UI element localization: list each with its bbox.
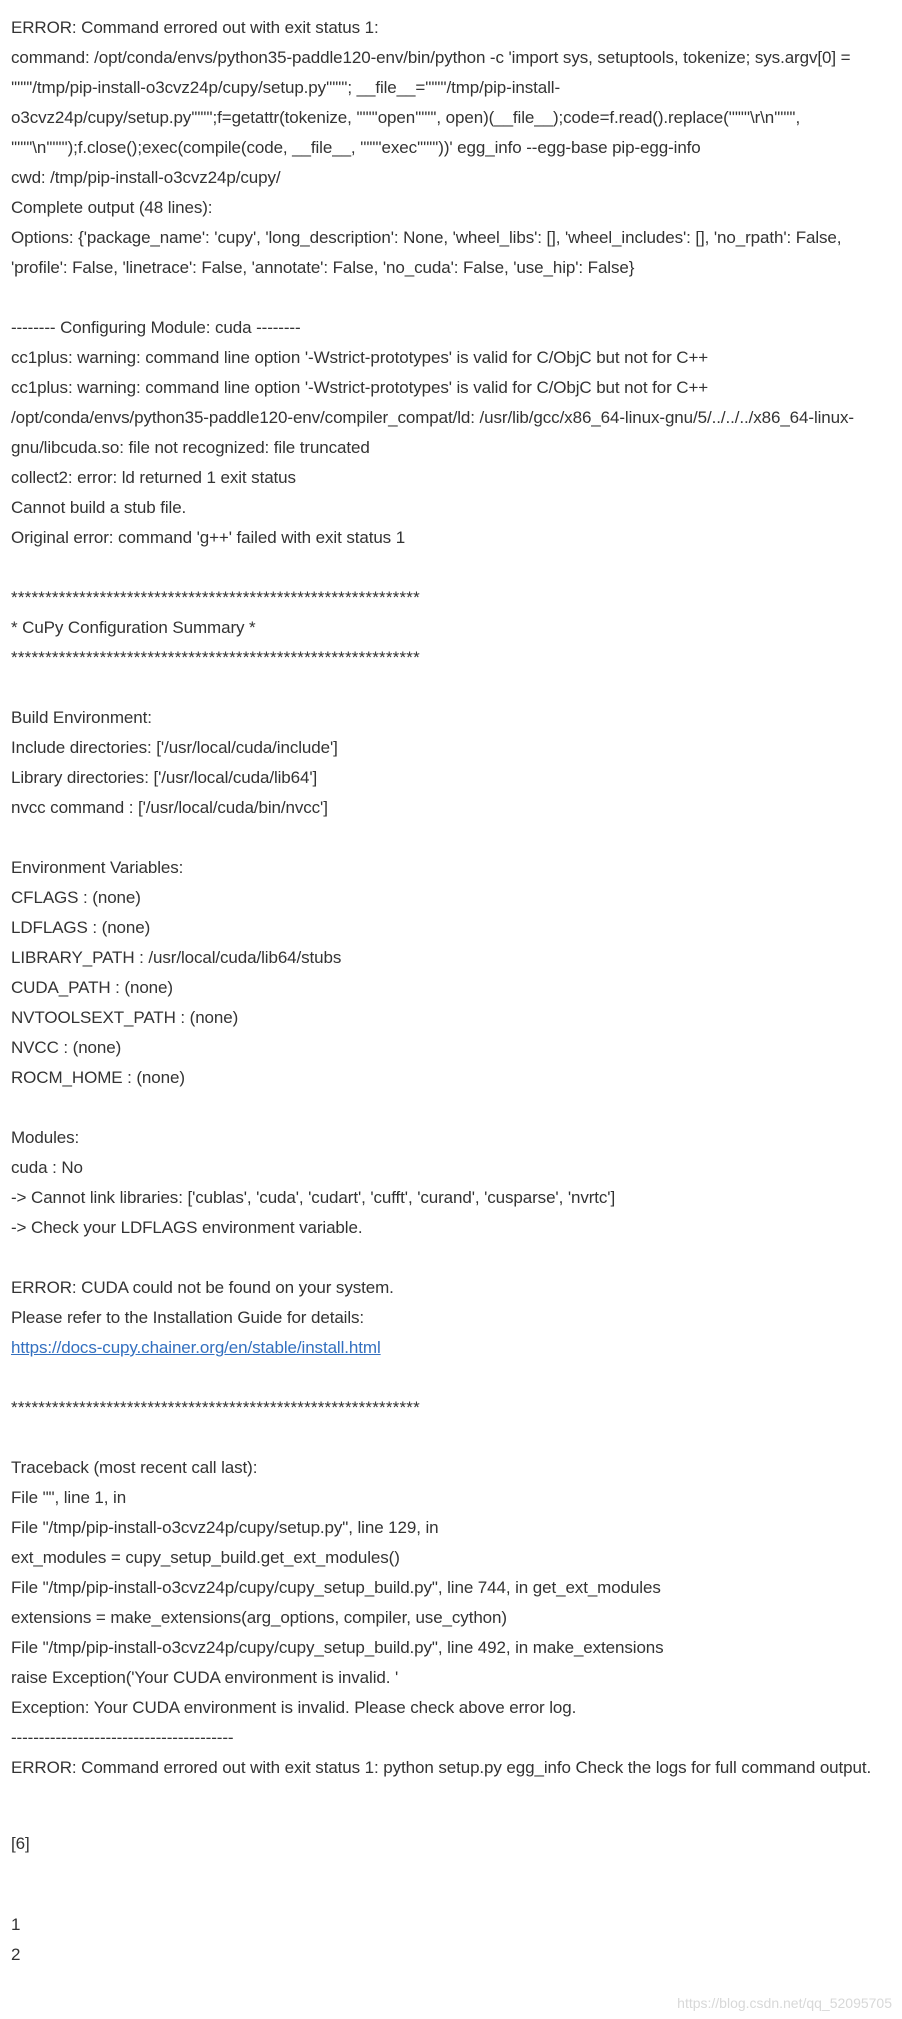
log-line: CUDA_PATH : (none) [11, 978, 173, 997]
log-line: Library directories: ['/usr/local/cuda/lib64'] [11, 768, 318, 787]
log-line: File "/tmp/pip-install-o3cvz24p/cupy/cupy_setup_build.py", line 492, in make_extensions [11, 1638, 664, 1657]
log-line: '"'"'/tmp/pip-install-o3cvz24p/cupy/setup.py'"'"'; __file__='"'"'/tmp/pip-install- [11, 78, 561, 97]
log-line: Options: {'package_name': 'cupy', 'long_description': None, 'wheel_libs': [], 'wheel_includes': [], 'no_rpath': False, [11, 228, 842, 247]
blank-line [11, 1093, 902, 1123]
separator-stars: ************************************************************ [11, 1398, 420, 1417]
line-number: 1 [11, 1915, 21, 1934]
log-line: /opt/conda/envs/python35-paddle120-env/compiler_compat/ld: /usr/lib/gcc/x86_64-linux-gnu/5/../../../x86_64-linux- [11, 408, 854, 427]
log-line: File "/tmp/pip-install-o3cvz24p/cupy/cupy_setup_build.py", line 744, in get_ext_modules [11, 1578, 661, 1597]
blank-line [11, 673, 902, 703]
log-line: CFLAGS : (none) [11, 888, 141, 907]
log-line: command: /opt/conda/envs/python35-paddle120-env/bin/python -c 'import sys, setuptools, tokenize; sys.argv[0] = [11, 48, 851, 67]
log-line: ERROR: CUDA could not be found on your system. [11, 1278, 394, 1297]
log-line: Modules: [11, 1128, 80, 1147]
log-line: Build Environment: [11, 708, 152, 727]
log-line: LDFLAGS : (none) [11, 918, 151, 937]
log-line: 'profile': False, 'linetrace': False, 'annotate': False, 'no_cuda': False, 'use_hip': False} [11, 258, 635, 277]
install-guide-link[interactable]: https://docs-cupy.chainer.org/en/stable/install.html [11, 1338, 381, 1357]
log-line: gnu/libcuda.so: file not recognized: file truncated [11, 438, 370, 457]
log-line: cc1plus: warning: command line option '-Wstrict-prototypes' is valid for C/ObjC but not for C++ [11, 378, 709, 397]
log-line: Traceback (most recent call last): [11, 1458, 258, 1477]
blank-line [11, 1243, 902, 1273]
error-log [11, 13, 902, 1859]
watermark: https://blog.csdn.net/qq_52095705 [677, 1995, 892, 2011]
log-line: File "/tmp/pip-install-o3cvz24p/cupy/setup.py", line 129, in [11, 1518, 439, 1537]
log-line: extensions = make_extensions(arg_options, compiler, use_cython) [11, 1608, 507, 1627]
log-line: collect2: error: ld returned 1 exit status [11, 468, 296, 487]
log-line: nvcc command : ['/usr/local/cuda/bin/nvcc'] [11, 798, 328, 817]
blank-line [11, 823, 902, 853]
separator-stars: ************************************************************ [11, 648, 420, 667]
log-line: Include directories: ['/usr/local/cuda/include'] [11, 738, 338, 757]
log-line: raise Exception('Your CUDA environment is invalid. ' [11, 1668, 399, 1687]
reference-number: [6] [11, 1834, 30, 1853]
code-line-numbers [11, 1910, 20, 1970]
log-line: LIBRARY_PATH : /usr/local/cuda/lib64/stubs [11, 948, 342, 967]
log-line: Original error: command 'g++' failed with exit status 1 [11, 528, 406, 547]
log-line: '"'"'\n'"'"');f.close();exec(compile(code, __file__, '"'"'exec'"'"'))' egg_info --egg-base pip-egg-info [11, 138, 701, 157]
log-line: NVCC : (none) [11, 1038, 122, 1057]
log-line: Exception: Your CUDA environment is invalid. Please check above error log. [11, 1698, 577, 1717]
separator-stars: ************************************************************ [11, 588, 420, 607]
log-line: Complete output (48 lines): [11, 198, 213, 217]
log-line: cwd: /tmp/pip-install-o3cvz24p/cupy/ [11, 168, 281, 187]
log-line: ERROR: Command errored out with exit status 1: python setup.py egg_info Check the logs for full command output. [11, 1758, 872, 1777]
log-line: -> Check your LDFLAGS environment variable. [11, 1218, 363, 1237]
log-line: cc1plus: warning: command line option '-Wstrict-prototypes' is valid for C/ObjC but not for C++ [11, 348, 709, 367]
log-line: ROCM_HOME : (none) [11, 1068, 185, 1087]
line-number: 2 [11, 1945, 21, 1964]
log-line: ERROR: Command errored out with exit status 1: [11, 18, 379, 37]
log-line: ext_modules = cupy_setup_build.get_ext_modules() [11, 1548, 400, 1567]
log-line: -------- Configuring Module: cuda -------- [11, 318, 301, 337]
log-line: File "", line 1, in [11, 1488, 127, 1507]
log-line: Please refer to the Installation Guide for details: [11, 1308, 365, 1327]
blank-line [11, 553, 902, 583]
log-line: Environment Variables: [11, 858, 184, 877]
log-line: Cannot build a stub file. [11, 498, 187, 517]
log-line: cuda : No [11, 1158, 83, 1177]
log-line: o3cvz24p/cupy/setup.py'"'"';f=getattr(tokenize, '"'"'open'"'"', open)(__file__);code=f.read().replace('"'"'\r\n'"'"', [11, 108, 801, 127]
blank-line [11, 1423, 902, 1453]
log-line: -> Cannot link libraries: ['cublas', 'cuda', 'cudart', 'cufft', 'curand', 'cusparse', 'nvrtc'] [11, 1188, 616, 1207]
separator-dashes: ---------------------------------------- [11, 1728, 234, 1747]
blank-line [11, 1783, 902, 1829]
log-line: NVTOOLSEXT_PATH : (none) [11, 1008, 239, 1027]
blank-line [11, 283, 902, 313]
summary-heading: * CuPy Configuration Summary * [11, 618, 256, 637]
blank-line [11, 1363, 902, 1393]
